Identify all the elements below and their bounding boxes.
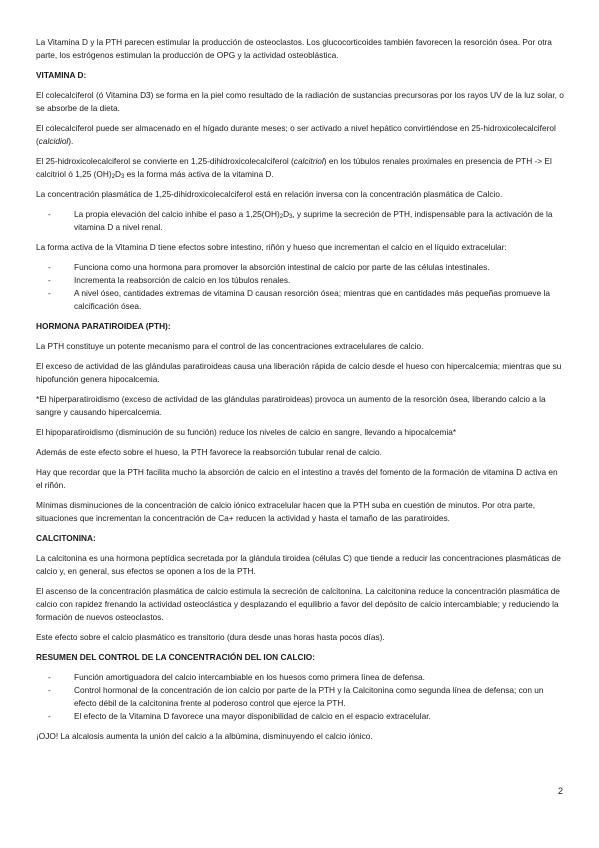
page-number: 2 bbox=[557, 786, 563, 796]
vitd-paragraph-5: La forma activa de la Vitamina D tiene efectos sobre intestino, riñón y hueso que incrementan el calcio en el líquido extracelular: bbox=[36, 242, 507, 252]
document-page bbox=[36, 36, 564, 750]
pth-paragraph-6: Hay que recordar que la PTH facilita mucho la absorción de calcio en el intestino a través del fomento de la formación de vitamina D activa en el riñón. bbox=[36, 467, 558, 490]
text-span: es la forma más activa de la vitamina D. bbox=[124, 169, 274, 179]
vitamina-d-heading: VITAMINA D: bbox=[36, 70, 87, 80]
vitd-paragraph-1: El colecalciferol (ó Vitamina D3) se forma en la piel como resultado de la radiación de sustancias precursoras por los rayos UV de la luz solar, o se absorbe de la dieta. bbox=[36, 90, 564, 113]
resumen-heading: RESUMEN DEL CONTROL DE LA CONCENTRACIÓN DEL ION CALCIO: bbox=[36, 652, 316, 662]
text-span: ) en los túbulos renales proximales en presencia de PTH -> El calcitriol ó 1,25 (OH) bbox=[36, 156, 552, 179]
list-item bbox=[36, 287, 564, 313]
vitd-paragraph-3 bbox=[36, 155, 564, 181]
italic-term: calcidiol bbox=[38, 136, 69, 146]
text-span: Control hormonal de la concentración de ion calcio por parte de la PTH y la Calcitonina como segunda línea de defensa; con un efecto débil de la calcitonina frente al poderoso control que ejerce la PTH. bbox=[74, 685, 544, 708]
list-item bbox=[36, 274, 564, 287]
pth-paragraph-2: El exceso de actividad de las glándulas paratiroideas causa una liberación rápida de calcio desde el hueso con hipercalcemia; mientras que su hipofunción genera hipocalcemia. bbox=[36, 361, 562, 384]
dash-bullet: - bbox=[48, 275, 51, 285]
pth-paragraph-5: Además de este efecto sobre el hueso, la PTH favorece la reabsorción tubular renal de calcio. bbox=[36, 447, 382, 457]
text-span: Función amortiguadora del calcio intercambiable en los huesos como primera línea de defensa. bbox=[74, 672, 425, 682]
text-span: Incrementa la reabsorción de calcio en los túbulos renales. bbox=[74, 275, 291, 285]
text-span: ). bbox=[68, 136, 74, 146]
text-span: Funciona como una hormona para promover la absorción intestinal de calcio por parte de las células intestinales. bbox=[74, 262, 490, 272]
dash-bullet: - bbox=[48, 685, 51, 695]
text-span: El colecalciferol puede ser almacenado en el hígado durante meses; o ser activado a nivel hepático convirtiéndose en 25-hidroxicolecalciferol ( bbox=[36, 123, 556, 146]
resumen-list bbox=[36, 671, 564, 723]
calcitonina-heading: CALCITONINA: bbox=[36, 533, 96, 543]
pth-paragraph-3: *El hiperparatiroidismo (exceso de actividad de las glándulas paratiroideas) provoca un aumento de la resorción ósea, liberando calcio a la sangre y causando hipercalcemia. bbox=[36, 394, 546, 417]
list-item bbox=[36, 261, 564, 274]
ojo-note: ¡OJO! La alcalosis aumenta la unión del calcio a la albúmina, disminuyendo el calcio iónico. bbox=[36, 731, 373, 741]
text-span: El 25-hidroxicolecalciferol se convierte en 1,25-dihidroxicolecalciferol ( bbox=[36, 156, 294, 166]
list-item bbox=[36, 671, 564, 684]
text-span: La propia elevación del calcio inhibe el paso a 1,25(OH) bbox=[74, 209, 280, 219]
subscript: 3 bbox=[289, 214, 293, 220]
pth-paragraph-1: La PTH constituye un potente mecanismo para el control de las concentraciones extracelulares de calcio. bbox=[36, 341, 424, 351]
text-span: D bbox=[114, 169, 121, 179]
vitd-paragraph-4: La concentración plasmática de 1,25-dihidroxicolecalciferol está en relación inversa con la concentración plasmática de Calcio. bbox=[36, 189, 503, 199]
text-span: El efecto de la Vitamina D favorece una mayor disponibilidad de calcio en el espacio extracelular. bbox=[74, 711, 431, 721]
italic-term: calcitriol bbox=[293, 156, 324, 166]
vitd-list-2 bbox=[36, 261, 564, 313]
text-span: D bbox=[283, 209, 290, 219]
text-span: , y suprime la secreción de PTH, indispensable para la activación de la vitamina D a nivel renal. bbox=[74, 209, 553, 232]
calcitonina-paragraph-2: El ascenso de la concentración plasmática de calcio estimula la secreción de calcitonina. La calcitonina reduce la concentración plasmática de calcio con rapidez frenando la actividad osteoclástica y desplazando el equilibrio a favor del depósito de calcio intercambiable; y reduciendo la formación de nuevos osteoclastos. bbox=[36, 586, 560, 622]
pth-paragraph-7: Mínimas disminuciones de la concentración de calcio iónico extracelular hacen que la PTH suba en cuestión de minutos. Por otra parte, situaciones que incrementan la concentración de Ca+ reducen la actividad y hasta el tamaño de las paratiroides. bbox=[36, 500, 536, 523]
vitd-list-1 bbox=[36, 208, 564, 234]
dash-bullet: - bbox=[48, 209, 51, 219]
dash-bullet: - bbox=[48, 672, 51, 682]
list-item bbox=[36, 684, 564, 710]
pth-heading: HORMONA PARATIROIDEA (PTH): bbox=[36, 321, 171, 331]
pth-paragraph-4: El hipoparatiroidismo (disminución de su función) reduce los niveles de calcio en sangre, llevando a hipocalcemia* bbox=[36, 427, 457, 437]
text-span: A nivel óseo, cantidades extremas de vitamina D causan resorción ósea; mientras que en cantidades más pequeñas promueve la calcificación ósea. bbox=[74, 288, 550, 311]
calcitonina-paragraph-1: La calcitonina es una hormona peptídica secretada por la glándula tiroidea (células C) que tiende a reducir las concentraciones plasmáticas de calcio y, en general, sus efectos se oponen a los de la PTH. bbox=[36, 553, 561, 576]
dash-bullet: - bbox=[48, 288, 51, 298]
list-item bbox=[36, 710, 564, 723]
intro-paragraph: La Vitamina D y la PTH parecen estimular la producción de osteoclastos. Los glucocorticoides también favorecen la resorción ósea. Por otra parte, los estrógenos estimulan la producción de OPG y la actividad osteoblástica. bbox=[36, 37, 552, 60]
calcitonina-paragraph-3: Este efecto sobre el calcio plasmático es transitorio (dura desde unas horas hasta pocos días). bbox=[36, 632, 385, 642]
dash-bullet: - bbox=[48, 711, 51, 721]
subscript: 3 bbox=[120, 174, 125, 180]
subscript: 2 bbox=[111, 174, 115, 180]
subscript: 2 bbox=[279, 214, 284, 220]
vitd-paragraph-2 bbox=[36, 122, 564, 148]
dash-bullet: - bbox=[48, 262, 51, 272]
list-item bbox=[36, 208, 564, 234]
